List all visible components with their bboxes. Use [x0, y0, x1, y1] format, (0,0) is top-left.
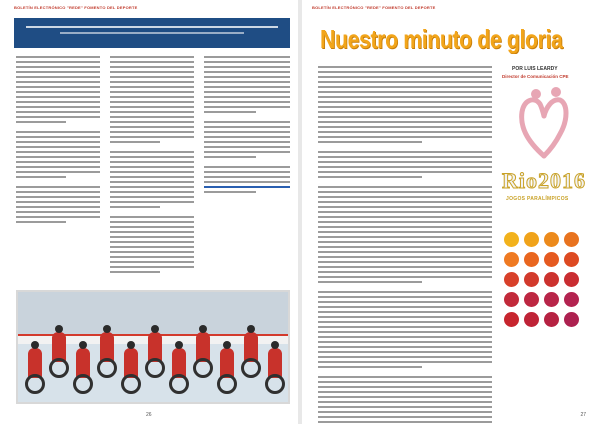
helmet — [175, 341, 183, 349]
wheelchair — [217, 374, 237, 394]
logo-wordmark: Rio2016 — [502, 168, 586, 193]
body-text-line — [110, 106, 194, 108]
body-text-line — [318, 66, 492, 68]
body-text-line — [318, 86, 492, 88]
body-text-line — [110, 141, 160, 143]
sport-pictogram-icon — [564, 292, 579, 307]
body-text-line — [204, 81, 290, 83]
body-text-line — [204, 96, 290, 98]
body-text-line — [318, 386, 492, 388]
sport-pictogram-icon — [544, 272, 559, 287]
wheelchair — [193, 358, 213, 378]
body-text-line — [204, 141, 290, 143]
body-text-line — [318, 396, 492, 398]
body-text-line — [110, 216, 194, 218]
byline: POR LUIS LEARDY — [512, 66, 558, 72]
sport-pictogram-icon — [524, 232, 539, 247]
body-text-line — [204, 66, 290, 68]
byline-role: Director de Comunicación CPE — [502, 74, 569, 79]
body-text-line — [318, 311, 492, 313]
body-text-line — [318, 411, 492, 413]
body-text-line — [110, 96, 194, 98]
body-text-line — [110, 116, 194, 118]
body-text-line — [16, 196, 100, 198]
wheelchair — [49, 358, 69, 378]
body-text-line — [110, 161, 194, 163]
body-text-line — [318, 221, 492, 223]
helmet — [127, 341, 135, 349]
wheelchair — [241, 358, 261, 378]
body-text-line — [318, 136, 492, 138]
body-text-line — [318, 186, 492, 188]
body-text-line — [318, 226, 492, 228]
body-text-line — [318, 141, 422, 143]
body-text-line — [16, 141, 100, 143]
body-text-line — [204, 126, 290, 128]
body-text-line — [318, 131, 492, 133]
body-text-line — [318, 211, 492, 213]
body-text-line — [318, 166, 492, 168]
wheelchair — [121, 374, 141, 394]
body-text-line — [16, 191, 100, 193]
sport-pictogram-icon — [504, 232, 519, 247]
body-text-line — [110, 246, 194, 248]
helmet — [199, 325, 207, 333]
body-text-line — [16, 86, 100, 88]
body-text-line — [110, 206, 160, 208]
helmet — [79, 341, 87, 349]
wheelchair — [97, 358, 117, 378]
body-text-line — [204, 61, 290, 63]
body-text-line — [16, 171, 100, 173]
body-text-line — [110, 136, 194, 138]
running-head-left: BOLETÍN ELECTRÓNICO "REDE" FOMENTO DEL DEPORTE — [14, 5, 138, 10]
body-text-line — [318, 406, 492, 408]
body-column — [318, 66, 492, 424]
body-text-line — [110, 231, 194, 233]
helmet — [247, 325, 255, 333]
body-text-line — [16, 136, 100, 138]
body-text-line — [318, 276, 492, 278]
body-text-line — [204, 76, 290, 78]
body-text-line — [16, 156, 100, 158]
body-text-line — [16, 101, 100, 103]
body-text-line — [16, 166, 100, 168]
heart-figures-icon — [516, 86, 572, 164]
body-text-line — [318, 366, 422, 368]
body-text-line — [318, 201, 492, 203]
body-text-line — [16, 111, 100, 113]
body-text-line — [204, 176, 290, 178]
body-text-line — [110, 151, 194, 153]
body-text-line — [318, 246, 492, 248]
helmet — [55, 325, 63, 333]
rio2016-paralympic-logo — [498, 86, 588, 206]
body-text-line — [318, 331, 492, 333]
body-text-line — [318, 421, 492, 423]
body-text-line — [110, 181, 194, 183]
body-text-line — [110, 271, 160, 273]
body-text-line — [318, 161, 492, 163]
body-text-line — [204, 151, 290, 153]
body-text-line — [318, 356, 492, 358]
body-text-line — [204, 101, 290, 103]
body-text-line — [318, 296, 492, 298]
body-text-line — [110, 191, 194, 193]
body-text-line — [318, 281, 422, 283]
body-text-line — [318, 101, 492, 103]
body-text-line — [204, 71, 290, 73]
body-text-line — [318, 106, 492, 108]
body-text-line — [318, 156, 492, 158]
wheelchair — [169, 374, 189, 394]
body-text-line — [110, 251, 194, 253]
body-text-line — [16, 176, 66, 178]
body-text-line — [110, 186, 194, 188]
page-number-left: 26 — [146, 412, 152, 418]
body-text-line — [110, 166, 194, 168]
body-text-line — [110, 86, 194, 88]
sport-pictogram-icon — [504, 312, 519, 327]
body-text-line — [16, 81, 100, 83]
body-text-line — [318, 81, 492, 83]
body-text-line — [110, 261, 194, 263]
sport-pictogram-icon — [524, 312, 539, 327]
sport-pictogram-icon — [544, 232, 559, 247]
sport-pictogram-icon — [504, 292, 519, 307]
body-text-line — [110, 111, 194, 113]
body-text-line — [110, 76, 194, 78]
body-text-line — [16, 116, 100, 118]
body-text-line — [110, 121, 194, 123]
page-number-right: 27 — [580, 412, 586, 418]
body-text-line — [16, 216, 100, 218]
body-text-line — [16, 131, 100, 133]
sport-pictogram-icon — [524, 272, 539, 287]
body-text-line — [318, 291, 492, 293]
body-text-line — [318, 326, 492, 328]
body-text-line — [110, 221, 194, 223]
body-text-line — [204, 131, 290, 133]
body-text-line — [110, 226, 194, 228]
article-title: Nuestro minuto de gloria — [320, 24, 563, 54]
body-text-line — [110, 101, 194, 103]
body-text-line — [16, 56, 100, 58]
body-text-line — [318, 196, 492, 198]
body-text-line — [204, 181, 290, 183]
sport-pictogram-icon — [544, 252, 559, 267]
body-text-line — [16, 206, 100, 208]
sport-pictogram-icon — [524, 292, 539, 307]
body-text-line — [110, 56, 194, 58]
sport-pictograms — [504, 232, 584, 327]
body-text-line — [110, 266, 194, 268]
body-text-line — [318, 416, 492, 418]
body-text-line — [110, 171, 194, 173]
body-column-3 — [204, 56, 290, 196]
wheelchair — [73, 374, 93, 394]
body-text-line — [110, 71, 194, 73]
body-text-line — [318, 391, 492, 393]
body-text-line — [16, 186, 100, 188]
body-text-line — [16, 76, 100, 78]
body-text-line — [318, 321, 492, 323]
body-text-line — [110, 131, 194, 133]
body-text-line — [16, 66, 100, 68]
sport-pictogram-icon — [564, 312, 579, 327]
sport-pictogram-icon — [504, 252, 519, 267]
banner-subhead — [60, 32, 244, 34]
body-text-line — [110, 256, 194, 258]
body-text-line — [318, 121, 492, 123]
body-text-line — [110, 91, 194, 93]
body-text-line — [318, 91, 492, 93]
body-text-line — [204, 156, 256, 158]
body-text-line — [318, 176, 422, 178]
body-text-line — [110, 201, 194, 203]
body-text-line — [318, 126, 492, 128]
body-text-line — [318, 266, 492, 268]
body-text-line — [318, 206, 492, 208]
body-text-line — [16, 151, 100, 153]
body-text-line — [16, 146, 100, 148]
page-gutter — [298, 0, 302, 424]
body-text-line — [318, 351, 492, 353]
body-text-line — [110, 176, 194, 178]
body-text-line — [16, 96, 100, 98]
body-text-line — [110, 156, 194, 158]
article-banner — [14, 18, 290, 48]
body-text-line — [318, 71, 492, 73]
sport-pictogram-icon — [504, 272, 519, 287]
body-text-line — [204, 136, 290, 138]
body-text-line — [110, 236, 194, 238]
helmet — [223, 341, 231, 349]
sport-pictogram-icon — [544, 312, 559, 327]
body-text-line — [16, 91, 100, 93]
body-text-line — [16, 61, 100, 63]
body-text-line — [318, 76, 492, 78]
body-text-line — [110, 241, 194, 243]
body-text-line — [318, 376, 492, 378]
body-text-line — [318, 306, 492, 308]
body-text-line — [204, 121, 290, 123]
helmet — [151, 325, 159, 333]
body-text-line — [318, 191, 492, 193]
body-text-line — [318, 361, 492, 363]
body-text-line — [110, 196, 194, 198]
helmet — [31, 341, 39, 349]
body-text-line — [16, 201, 100, 203]
team-photo — [16, 290, 290, 404]
body-text-line — [318, 151, 492, 153]
body-text-line — [204, 171, 290, 173]
logo-tagline: JOGOS PARALÍMPICOS — [506, 196, 569, 202]
body-text-line — [318, 316, 492, 318]
body-text-line — [318, 231, 492, 233]
body-text-line — [318, 381, 492, 383]
body-text-line — [204, 191, 256, 193]
sport-pictogram-icon — [564, 272, 579, 287]
body-text-line — [318, 341, 492, 343]
body-text-line — [204, 91, 290, 93]
sport-pictogram-icon — [544, 292, 559, 307]
body-text-line — [318, 401, 492, 403]
banner-headline — [26, 26, 278, 28]
body-text-line — [16, 161, 100, 163]
body-text-line — [318, 111, 492, 113]
body-text-line — [318, 256, 492, 258]
body-text-line — [110, 126, 194, 128]
sport-pictogram-icon — [564, 252, 579, 267]
body-text-line — [318, 301, 492, 303]
body-text-line — [318, 236, 492, 238]
body-text-line — [204, 86, 290, 88]
body-text-line — [318, 241, 492, 243]
body-text-line — [318, 96, 492, 98]
body-column-2 — [110, 56, 194, 276]
body-text-line — [110, 61, 194, 63]
wheelchair — [145, 358, 165, 378]
helmet — [103, 325, 111, 333]
body-text-line — [110, 81, 194, 83]
wheelchair — [25, 374, 45, 394]
body-column-1 — [16, 56, 100, 226]
body-text-line — [16, 221, 66, 223]
body-text-line — [318, 346, 492, 348]
body-text-line — [110, 66, 194, 68]
body-text-line — [318, 171, 492, 173]
body-text-line — [318, 116, 492, 118]
body-text-line — [16, 121, 66, 123]
body-text-line — [318, 336, 492, 338]
running-head-right: BOLETÍN ELECTRÓNICO "REDE" FOMENTO DEL DEPORTE — [312, 5, 436, 10]
helmet — [271, 341, 279, 349]
body-text-line — [16, 211, 100, 213]
body-text-line — [204, 166, 290, 168]
left-page — [6, 0, 296, 424]
body-text-line — [318, 216, 492, 218]
wheelchair — [265, 374, 285, 394]
body-text-line — [318, 271, 492, 273]
body-text-line — [204, 111, 256, 113]
body-text-line — [16, 106, 100, 108]
right-page — [306, 0, 596, 424]
body-text-line — [204, 106, 290, 108]
body-text-line — [16, 71, 100, 73]
web-link-line[interactable] — [204, 186, 290, 188]
body-text-line — [318, 251, 492, 253]
body-text-line — [204, 146, 290, 148]
body-text-line — [318, 261, 492, 263]
sport-pictogram-icon — [564, 232, 579, 247]
body-text-line — [204, 56, 290, 58]
sport-pictogram-icon — [524, 252, 539, 267]
